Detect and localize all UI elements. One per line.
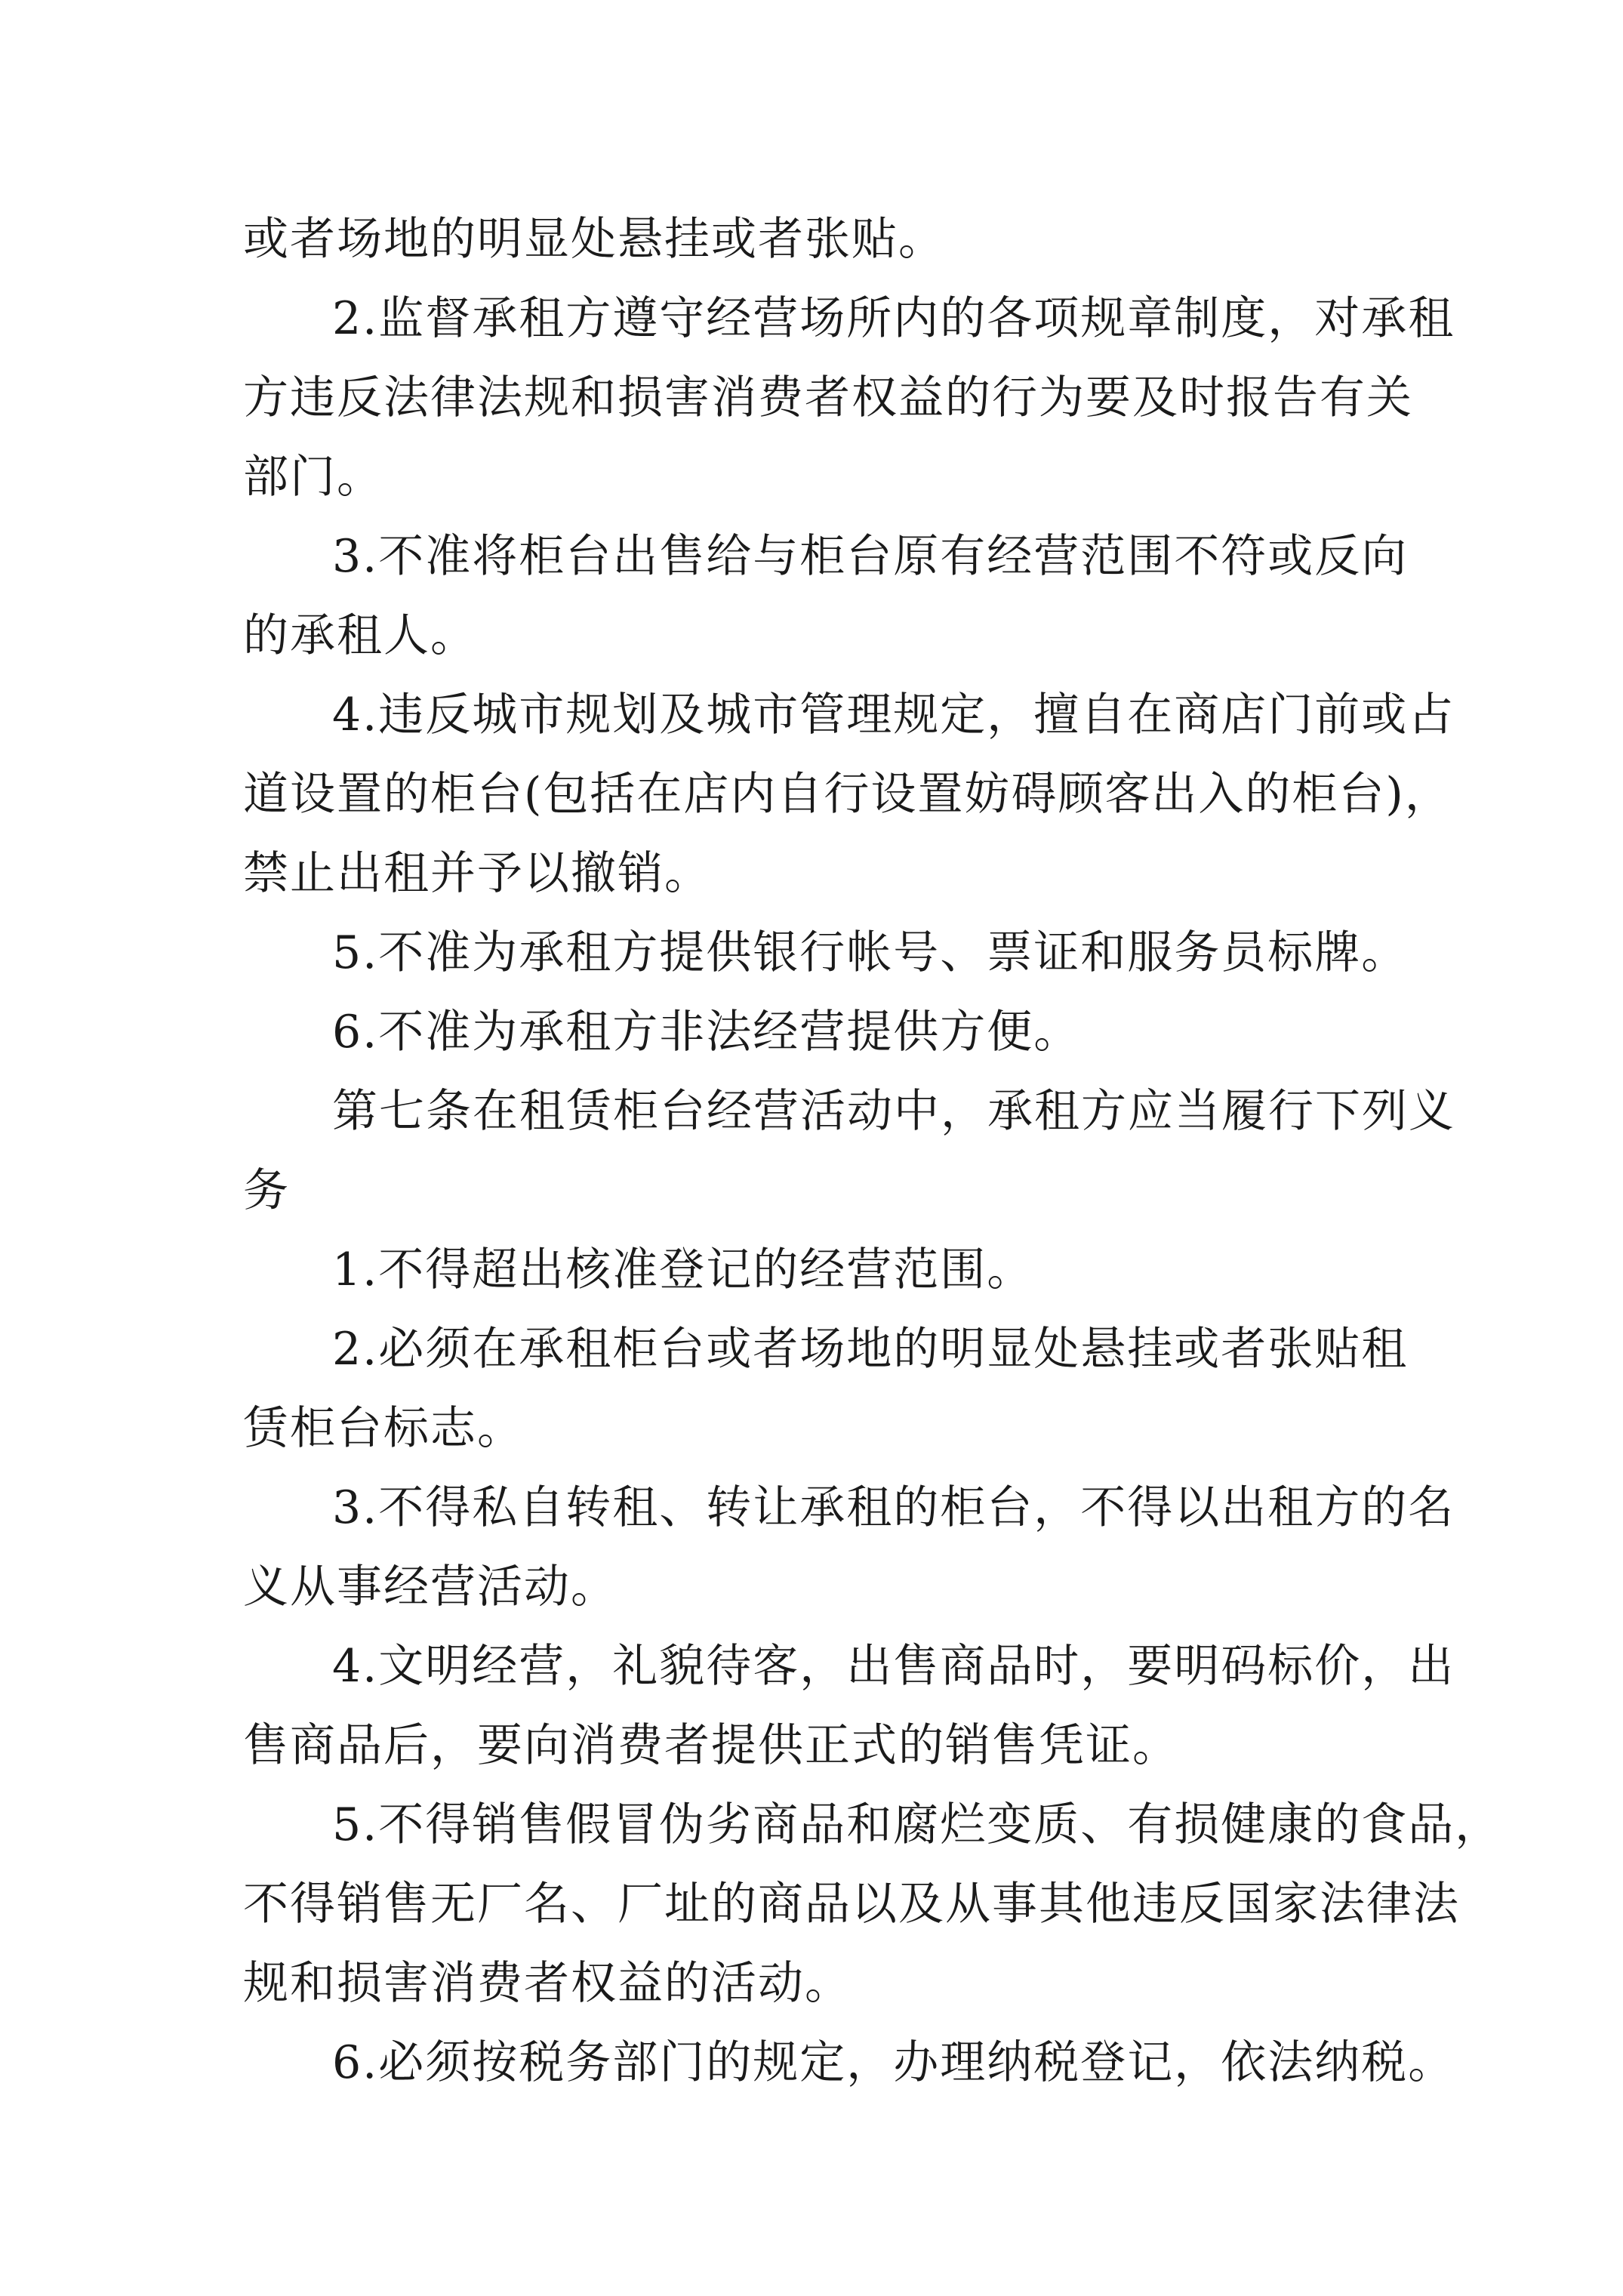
text-line: 2.监督承租方遵守经营场所内的各项规章制度，对承租 [332, 292, 1455, 345]
text-line: 第七条在租赁柜台经营活动中，承租方应当履行下列义 [332, 1085, 1455, 1138]
text-line: 3.不准将柜台出售给与柜台原有经营范围不符或反向 [332, 530, 1409, 583]
text-line: 方违反法律法规和损害消费者权益的行为要及时报告有关 [243, 371, 1413, 424]
text-line: 5.不准为承租方提供银行帐号、票证和服务员标牌。 [332, 926, 1409, 979]
text-line: 6.不准为承租方非法经营提供方便。 [332, 1006, 1081, 1059]
text-line: 务 [243, 1164, 290, 1217]
text-line: 不得销售无厂名、厂址的商品以及从事其他违反国家法律法 [243, 1878, 1460, 1931]
text-line: 或者场地的明显处悬挂或者张贴。 [243, 213, 945, 266]
text-line: 3.不得私自转租、转让承租的柜台，不得以出租方的名 [332, 1481, 1455, 1534]
text-line: 的承租人。 [243, 609, 477, 662]
text-line: 部门。 [243, 451, 383, 504]
text-line: 4.违反城市规划及城市管理规定，擅自在商店门前或占 [332, 689, 1455, 741]
text-line: 售商品后，要向消费者提供正式的销售凭证。 [243, 1719, 1179, 1772]
text-line: 禁止出租并予以撤销。 [243, 847, 711, 900]
text-line: 规和损害消费者权益的活动。 [243, 1957, 852, 2010]
text-line: 5.不得销售假冒伪劣商品和腐烂变质、有损健康的食品， [332, 1798, 1502, 1851]
text-line: 6.必须按税务部门的规定，办理纳税登记，依法纳税。 [332, 2036, 1455, 2089]
text-line: 赁柜台标志。 [243, 1402, 524, 1455]
text-line: 2.必须在承租柜台或者场地的明显处悬挂或者张贴租 [332, 1323, 1409, 1376]
text-line: 道设置的柜台(包括在店内自行设置妨碍顾客出入的柜台)， [243, 768, 1452, 821]
text-line: 1.不得超出核准登记的经营范围。 [332, 1244, 1034, 1296]
text-line: 4.文明经营，礼貌待客，出售商品时，要明码标价，出 [332, 1640, 1455, 1693]
text-line: 义从事经营活动。 [243, 1561, 617, 1613]
